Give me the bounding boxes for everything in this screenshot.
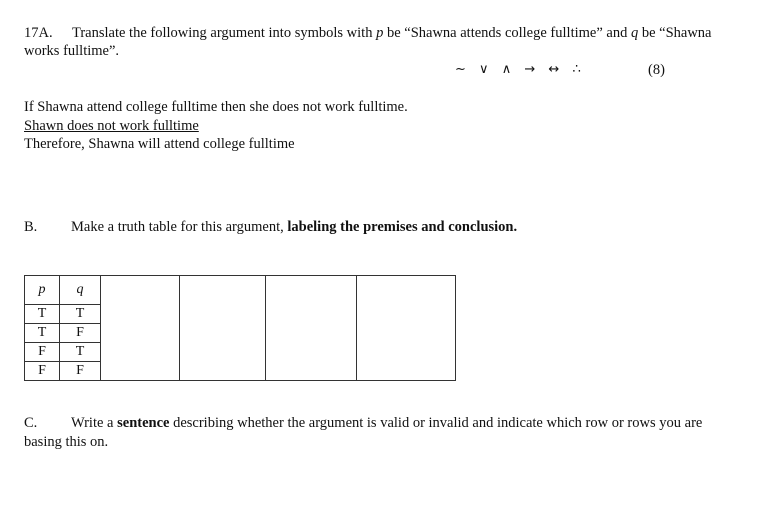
cell-p: F [25,362,60,381]
premise-2: Shawn does not work fulltime [24,118,199,134]
cell-p: T [25,324,60,343]
part-b-text: Make a truth table for this argument, [71,219,284,235]
part-b-bold-text: labeling the premises and conclusion. [287,219,518,235]
part-c [24,414,736,452]
blank-column-1 [101,276,180,381]
points-value: (8) [648,62,665,78]
variable-q: q [630,25,639,41]
conclusion: Therefore, Shawna will attend college fulltime [24,136,295,152]
header-p: p [25,276,60,305]
variable-p: p [376,25,384,41]
blank-column-4 [357,276,456,381]
truth-table [24,275,456,381]
negation-symbol: ~ [455,62,466,77]
blank-column-2 [180,276,266,381]
cell-q: F [60,362,101,381]
header-q: q [60,276,101,305]
therefore-symbol: ∴ [572,62,581,77]
cell-p: T [25,305,60,324]
cell-q: F [60,324,101,343]
cell-q: T [60,305,101,324]
part-b-label: B. [24,219,38,235]
part-b [24,219,517,236]
part-c-text-2: describing whether the argument is valid or invalid and indicate which row or rows you are basing this on. [24,415,703,450]
cell-p: F [25,343,60,362]
biconditional-symbol: ↔ [548,62,560,77]
question-number: 17A. [24,25,53,41]
question-text-3: be “Shawna works fulltime”. [24,25,712,59]
logic-symbols [455,62,590,77]
cell-q: T [60,343,101,362]
question-text-2: be “Shawna attends college fulltime” and [386,25,628,41]
part-c-text-1: Write a [71,415,114,431]
disjunction-symbol: ∨ [479,62,489,77]
part-c-bold-word: sentence [117,415,170,431]
question-17a [24,24,736,60]
question-text-1: Translate the following argument into symbols with [72,25,373,41]
blank-column-3 [266,276,357,381]
conjunction-symbol: ∧ [501,62,512,77]
conditional-symbol: → [524,62,536,77]
part-c-label: C. [24,415,38,431]
table-header-row [25,276,456,305]
premise-1: If Shawna attend college fulltime then she does not work fulltime. [24,99,408,115]
